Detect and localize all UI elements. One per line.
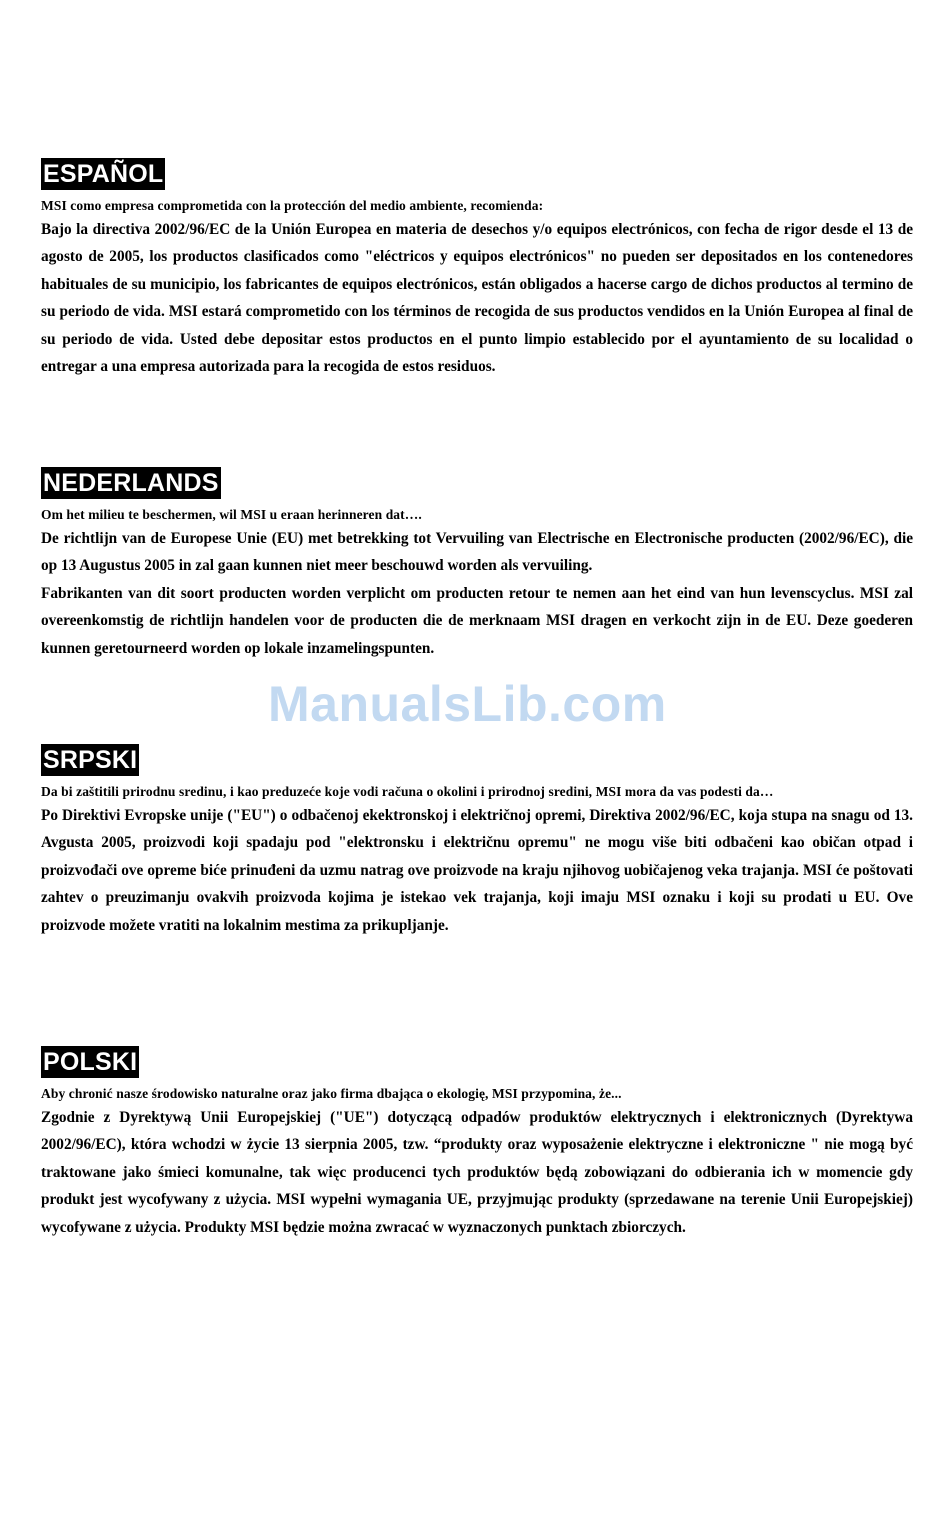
section-paragraph: Fabrikanten van dit soort producten worden verplicht om producten retour te nemen aan het eind van hun levenscyclus. MSI zal overeenkomstig de richtlijn handelen voor de producten die de merknaam MSI dragen en verkocht zijn in de EU. Deze goederen kunnen geretourneerd worden op lokale inzamelingspunten. [41, 584, 913, 657]
section-polski [41, 1046, 913, 1241]
section-intro: Aby chronić nasze środowisko naturalne oraz jako firma dbająca o ekologię, MSI przypomina, że... [41, 1086, 622, 1101]
section-intro: Om het milieu te beschermen, wil MSI u eraan herinneren dat…. [41, 507, 422, 522]
watermark: ManualsLib.com [268, 676, 667, 732]
section-intro: Da bi zaštitili prirodnu sredinu, i kao preduzeće koje vodi računa o okolini i prirodnoj sredini, MSI mora da vas podesti da… [41, 784, 774, 799]
section-heading: NEDERLANDS [43, 469, 219, 497]
section-heading: POLSKI [43, 1048, 138, 1076]
section-paragraph: Po Direktivi Evropske unije ("EU") o odbačenoj ekektronskoj i električnoj opremi, Direktiva 2002/96/EC, koja stupa na snagu od 13. Avgusta 2005, proizvodi koji spadaju pod "elektronsku i električnu opremu" ne mogu više biti odbačeni kao običan otpad i proizvođači ove opreme biće prinuđeni da uzmu natrag ove proizvode na kraju njihovog uobičajenog veka trajanja. MSI će poštovati zahtev o preuzimanju ovakvih proizvoda kojima je istekao vek trajanja, koji imaju MSI oznaku i koji su prodati u EU. Ove proizvode možete vratiti na lokalnim mestima za prikupljanje. [41, 807, 913, 934]
section-intro: MSI como empresa comprometida con la protección del medio ambiente, recomienda: [41, 198, 544, 213]
section-nederlands [41, 467, 913, 662]
section-espanol [41, 158, 913, 380]
section-heading: ESPAÑOL [43, 160, 164, 188]
section-paragraph: De richtlijn van de Europese Unie (EU) met betrekking tot Vervuiling van Electrische en Electronische producten (2002/96/EC), die op 13 Augustus 2005 in zal gaan kunnen niet meer beschouwd worden als vervuiling. [41, 530, 913, 575]
section-heading: SRPSKI [43, 746, 138, 774]
section-paragraph: Zgodnie z Dyrektywą Unii Europejskiej ("UE") dotyczącą odpadów produktów elektrycznych i elektronicznych (Dyrektywa 2002/96/EC), która wchodzi w życie 13 sierpnia 2005, tzw. “produkty oraz wyposażenie elektryczne i elektroniczne " nie mogą być traktowane jako śmieci komunalne, tak więc producenci tych produktów będą zobowiązani do odbierania ich w momencie gdy produkt jest wycofywany z użycia. MSI wypełni wymagania UE, przyjmując produkty (sprzedawane na terenie Unii Europejskiej) wycofywane z użycia. Produkty MSI będzie można zwracać w wyznaczonych punktach zbiorczych. [41, 1109, 913, 1236]
section-paragraph: Bajo la directiva 2002/96/EC de la Unión Europea en materia de desechos y/o equipos electrónicos, con fecha de rigor desde el 13 de agosto de 2005, los productos clasificados como "eléctricos y equipos electrónicos" no pueden ser depositados en los contenedores habituales de su municipio, los fabricantes de equipos electrónicos, están obligados a hacerse cargo de dichos productos al termino de su periodo de vida. MSI estará comprometido con los términos de recogida de sus productos vendidos en la Unión Europea al final de su periodo de vida. Usted debe depositar estos productos en el punto limpio establecido por el ayuntamiento de su localidad o entregar a una empresa autorizada para la recogida de estos residuos. [41, 221, 913, 376]
section-srpski [41, 744, 913, 939]
